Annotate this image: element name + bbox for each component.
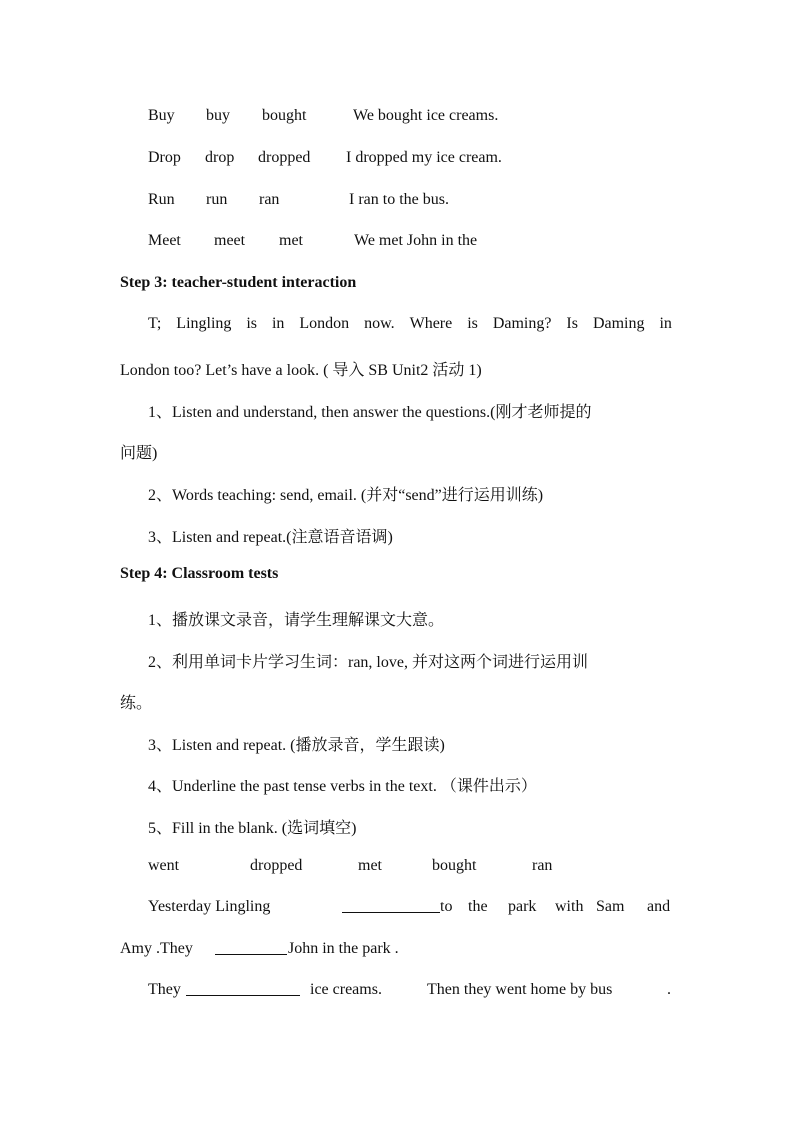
- blank-line2-text-end: John in the park .: [288, 940, 399, 957]
- verb-base-capitalized: Run: [148, 191, 175, 208]
- blank-line3-text-end: Then they went home by bus: [427, 981, 613, 998]
- intro-word: Daming: [592, 315, 645, 332]
- intro-word: Is: [566, 315, 578, 332]
- step3-intro-line1: [148, 315, 672, 333]
- blank-line1-word: the: [468, 898, 488, 915]
- word-bank-item: went: [148, 857, 180, 874]
- verb-base-capitalized: Meet: [148, 232, 181, 249]
- verb-past: met: [279, 232, 303, 249]
- step4-heading: Step 4: Classroom tests: [120, 565, 279, 582]
- verb-example: We bought ice creams.: [353, 107, 499, 124]
- verb-base: buy: [206, 107, 230, 124]
- word-bank-item: dropped: [250, 857, 303, 874]
- verb-example: I ran to the bus.: [349, 191, 449, 208]
- answer-blank-3[interactable]: [186, 981, 300, 996]
- verb-past: ran: [259, 191, 280, 208]
- step4-item1: 1、播放课文录音，请学生理解课文大意。: [148, 612, 445, 629]
- verb-example: We met John in the: [354, 232, 478, 249]
- step3-intro-line2: London too? Let’s have a look. ( 导入 SB Unit2 活动 1): [120, 362, 482, 379]
- blank-line1-word: park: [508, 898, 537, 915]
- step4-item5: 5、Fill in the blank. (选词填空): [148, 820, 357, 837]
- verb-base-capitalized: Drop: [148, 149, 181, 166]
- verb-past: dropped: [258, 149, 311, 166]
- intro-word: in: [271, 315, 285, 332]
- intro-word: is: [467, 315, 478, 332]
- intro-word: Daming?: [492, 315, 552, 332]
- step4-item2-line2: 练。: [120, 695, 153, 712]
- intro-word: in: [659, 315, 672, 332]
- step4-item4: 4、Underline the past tense verbs in the text. （课件出示）: [148, 778, 537, 795]
- verb-base: run: [206, 191, 228, 208]
- blank-line3-text-mid: ice creams.: [310, 981, 382, 998]
- intro-word: Lingling: [176, 315, 232, 332]
- intro-word: Where: [409, 315, 453, 332]
- blank-line1-word: Sam: [596, 898, 625, 915]
- blank-line-1: [148, 898, 674, 920]
- step3-item2: 2、Words teaching: send, email. (并对“send”进行运用训练): [148, 487, 544, 504]
- word-bank-item: bought: [432, 857, 477, 874]
- step4-item3: 3、Listen and repeat. (播放录音，学生跟读): [148, 737, 445, 754]
- answer-blank-2[interactable]: [215, 940, 287, 955]
- blank-line1-text: Yesterday Lingling: [148, 898, 271, 915]
- step3-item1-line2: 问题): [120, 445, 158, 462]
- blank-line1-word: with: [555, 898, 584, 915]
- blank-line1-word: to: [440, 898, 453, 915]
- intro-word: now.: [364, 315, 395, 332]
- blank-line3-text: They: [148, 981, 181, 998]
- verb-base: drop: [205, 149, 235, 166]
- word-bank-item: ran: [532, 857, 553, 874]
- word-bank-item: met: [358, 857, 382, 874]
- verb-base: meet: [214, 232, 246, 249]
- answer-blank-1[interactable]: [342, 898, 440, 913]
- intro-word: T;: [148, 315, 162, 332]
- step3-item1-line1: 1、Listen and understand, then answer the questions.(刚才老师提的: [148, 404, 592, 421]
- blank-line-3: [148, 981, 674, 1003]
- blank-line-2: [120, 940, 440, 962]
- intro-word: London: [299, 315, 350, 332]
- intro-word: is: [246, 315, 258, 332]
- verb-past: bought: [262, 107, 307, 124]
- verb-base-capitalized: Buy: [148, 107, 175, 124]
- step4-item2-line1: 2、利用单词卡片学习生词：ran, love, 并对这两个词进行运用训: [148, 654, 588, 671]
- blank-line3-period: .: [667, 981, 671, 998]
- verb-example: I dropped my ice cream.: [346, 149, 502, 166]
- blank-line1-end: and: [647, 898, 671, 915]
- blank-line2-text: Amy .They: [120, 940, 193, 957]
- step3-item3: 3、Listen and repeat.(注意语音语调): [148, 529, 393, 546]
- step3-heading: Step 3: teacher-student interaction: [120, 274, 357, 291]
